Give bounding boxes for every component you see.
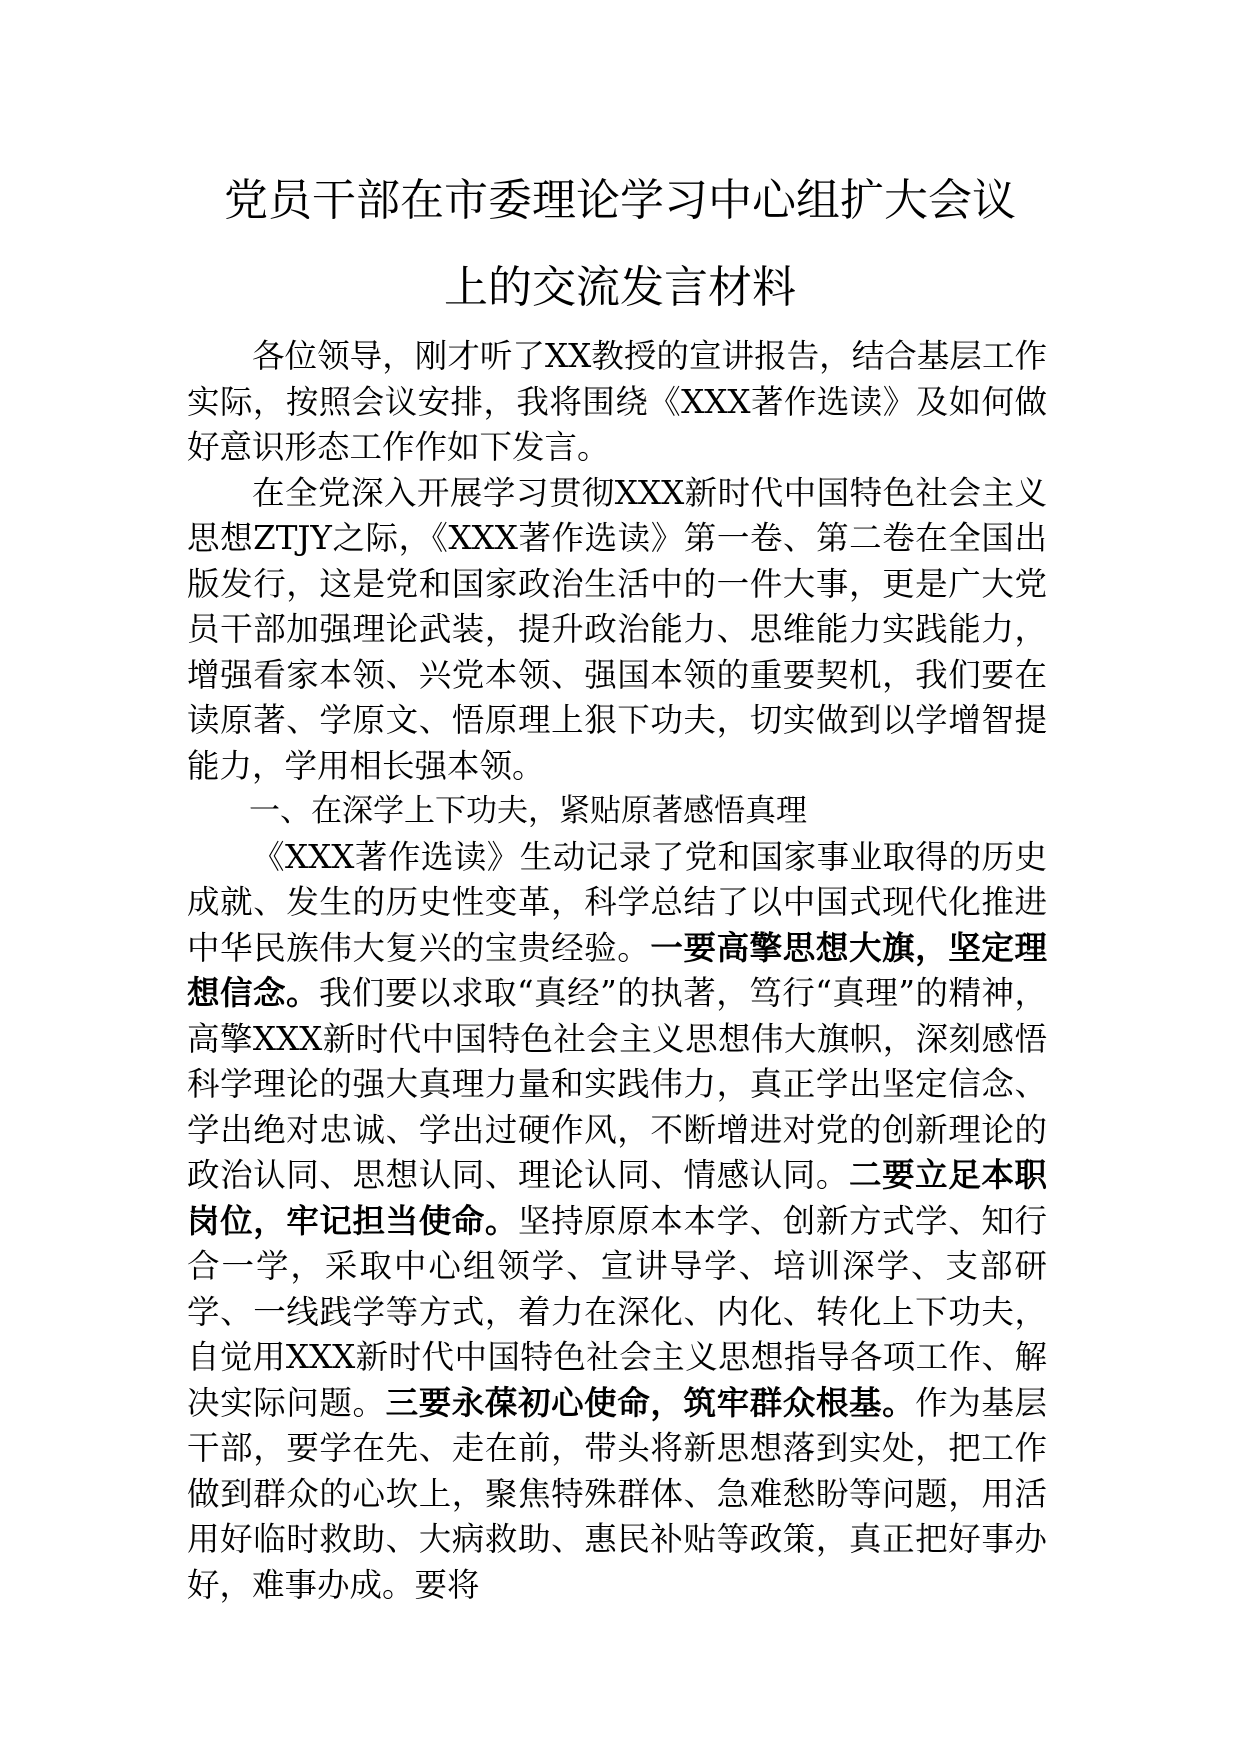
paragraph-text: 坚持原原本本学、创新方式学、知行合一学，采取中心组领学、宣讲导学、培训深学、支部研学、一线践学等方式，着力在深化、内化、转化上下功夫，自觉用XXX新时代中国特色社会主义思想指导各项工作、解决实际问题。	[187, 1201, 1047, 1422]
paragraph-section-one	[187, 835, 1047, 1609]
paragraph-text: 作为基层干部，要学在先、走在前，带头将新思想落到实处，把工作做到群众的心坎上，聚焦特殊群体、急难愁盼等问题，用活用好临时救助、大病救助、惠民补贴等政策，真正把好事办好，难事办成。要将	[187, 1383, 1047, 1604]
paragraph-text: 我们要以求取“真经”的执著，笃行“真理”的精神，高擎XXX新时代中国特色社会主义思想伟大旗帜，深刻感悟科学理论的强大真理力量和实践伟力，真正学出坚定信念、学出绝对忠诚、学出过硬作风，不断增进对党的创新理论的政治认同、思想认同、理论认同、情感认同。	[187, 974, 1047, 1194]
document-title-line1: 党员干部在市委理论学习中心组扩大会议	[224, 175, 1016, 226]
document-title-line2: 上的交流发言材料	[444, 262, 796, 313]
bold-point-three: 三要永葆初心使命，筑牢群众根基。	[385, 1383, 916, 1422]
paragraph-opening: 各位领导，刚才听了XX教授的宣讲报告，结合基层工作实际，按照会议安排，我将围绕《XXX著作选读》及如何做好意识形态工作作如下发言。	[187, 337, 1047, 466]
bold-point-one: 一要高擎思想大旗，坚定理想信念。	[187, 928, 1047, 1012]
paragraph-text: 《XXX著作选读》生动记录了党和国家事业取得的历史成就、发生的历史性变革，科学总结了以中国式现代化推进中华民族伟大复兴的宝贵经验。	[187, 837, 1047, 967]
document-body	[187, 334, 1047, 1608]
paragraph-background: 在全党深入开展学习贯彻XXX新时代中国特色社会主义思想ZTJY之际，《XXX著作选读》第一卷、第二卷在全国出版发行，这是党和国家政治生活中的一件大事，更是广大党员干部加强理论武装，提升政治能力、思维能力实践能力，增强看家本领、兴党本领、强国本领的重要契机，我们要在读原著、学原文、悟原理上狠下功夫，切实做到以学增智提能力，学用相长强本领。	[187, 473, 1047, 785]
bold-point-two: 二要立足本职岗位，牢记担当使命。	[187, 1156, 1047, 1240]
section-heading: 一、在深学上下功夫，紧贴原著感悟真理	[249, 793, 807, 829]
